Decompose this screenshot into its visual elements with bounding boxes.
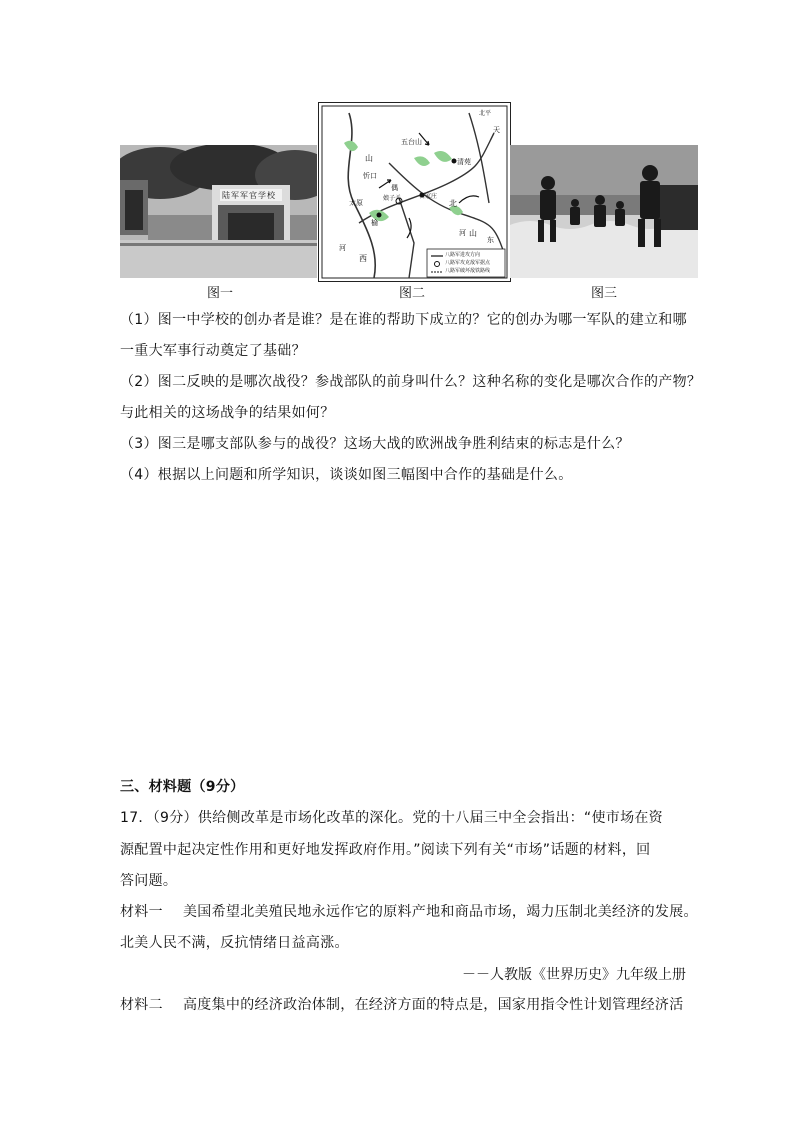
question-17-line-1: 17．（9分）供给侧改革是市场化改革的深化。党的十八届三中全会指出：“使市场在资 <box>120 810 663 826</box>
map-label-niangzi: 娘子关 <box>383 195 402 202</box>
map-label-dong: 东 <box>487 236 494 244</box>
material-2-label: 材料二 <box>120 997 163 1013</box>
map-label-tian: 天 <box>493 126 500 134</box>
figure-2-map <box>318 102 511 282</box>
question-2-line-1: （2）图二反映的是哪次战役？参战部队的前身叫什么？这种名称的变化是哪次合作的产物？ <box>120 374 702 390</box>
map-label-shan1: 山 <box>365 154 373 163</box>
section-3-heading: 三、材料题（9分） <box>120 779 245 795</box>
map-label-he: 河 <box>339 244 346 252</box>
figure-1-caption: 图一 <box>206 286 233 301</box>
map-label-wutai: 五台山 <box>401 138 422 146</box>
landing-soldiers-illustration <box>510 145 698 278</box>
map-label-bei: 北 <box>449 199 457 208</box>
material-2-line-1: 高度集中的经济政治体制，在经济方面的特点是，国家用指令性计划管理经济活 <box>183 997 684 1013</box>
figure-2-caption: 图二 <box>398 286 425 301</box>
question-2-line-2: 与此相关的这场战争的结果如何？ <box>120 405 335 421</box>
map-label-xi: 西 <box>359 254 367 263</box>
question-4: （4）根据以上问题和所学知识，谈谈如图三幅图中合作的基础是什么。 <box>120 467 573 483</box>
map-label-north: 北平 <box>479 110 492 117</box>
question-1-line-2: 一重大军事行动奠定了基础？ <box>120 343 306 359</box>
map-label-shan2: 山 <box>469 229 477 238</box>
school-sign-text: 陆军军官学校 <box>222 191 276 200</box>
material-1-source: －－人教版《世界历史》九年级上册 <box>462 967 686 983</box>
figure-1-photo <box>120 145 317 278</box>
map-label-yuci: 榆 <box>371 219 378 227</box>
battle-map-illustration <box>319 103 510 281</box>
map-label-taiyuan: 太原 <box>349 199 363 207</box>
map-label-pingxing: 偶 <box>391 184 398 192</box>
material-1-line-2: 北美人民不满，反抗情绪日益高涨。 <box>120 935 349 951</box>
map-label-shijiazhuang: 石家庄 <box>419 193 438 200</box>
figure-3-photo <box>510 145 698 278</box>
figure-3-caption: 图三 <box>590 286 617 301</box>
map-label-qingyuan: 清苑 <box>457 158 471 166</box>
question-3: （3）图三是哪支部队参与的战役？这场大战的欧洲战争胜利结束的标志是什么？ <box>120 436 630 452</box>
map-legend-1: 八路军进攻方向 <box>445 252 481 258</box>
school-gate-illustration <box>120 145 317 278</box>
question-1-line-1: （1）图一中学校的创办者是谁？是在谁的帮助下成立的？它的创办为哪一军队的建立和哪 <box>120 312 687 328</box>
map-label-he2: 河 <box>459 229 466 237</box>
material-1-label: 材料一 <box>120 904 163 920</box>
question-17-line-3: 答问题。 <box>120 873 178 889</box>
map-legend-3: 八路军破坏敌铁路线 <box>445 268 491 274</box>
material-1-line-1: 美国希望北美殖民地永远作它的原料产地和商品市场，竭力压制北美经济的发展。 <box>183 904 698 920</box>
map-legend-2: 八路军攻克敌军据点 <box>445 260 491 266</box>
question-17-line-2: 源配置中起决定性作用和更好地发挥政府作用。”阅读下列有关“市场”话题的材料，回 <box>120 842 651 858</box>
map-label-xin: 忻口 <box>363 172 377 180</box>
